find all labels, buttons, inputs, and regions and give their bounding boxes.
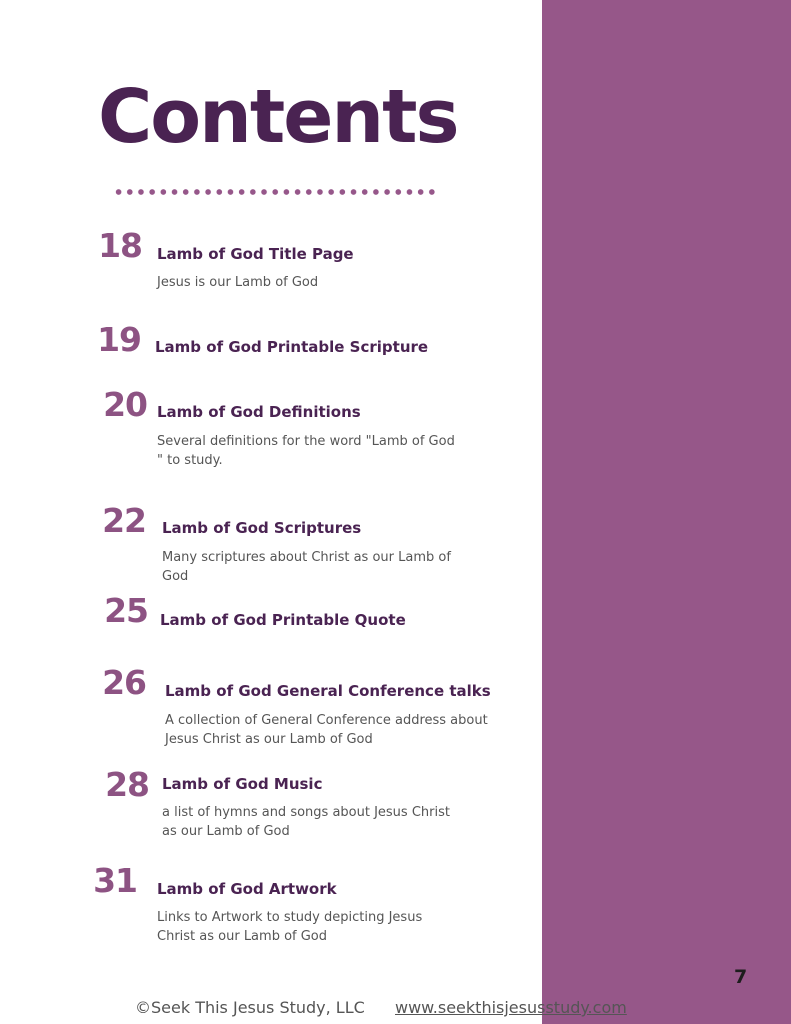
toc-page-number: 22 — [102, 501, 146, 540]
description-line: Jesus Christ as our Lamb of God — [165, 732, 373, 747]
page-title: Contents — [98, 74, 458, 160]
description-line: A collection of General Conference address about — [165, 713, 488, 728]
toc-page-number: 31 — [93, 861, 137, 900]
toc-page-number: 28 — [105, 765, 149, 804]
dotted-divider — [113, 188, 438, 196]
toc-page-number: 25 — [104, 591, 148, 630]
toc-entry-description — [162, 548, 522, 586]
description-line: Jesus is our Lamb of God — [157, 275, 319, 290]
toc-entry-description — [165, 711, 525, 749]
toc-entry-description — [157, 432, 517, 470]
description-line: Christ as our Lamb of God — [157, 929, 328, 944]
toc-entry-title: Lamb of God Title Page — [157, 245, 354, 263]
toc-entry-description — [162, 803, 522, 841]
toc-entry-title: Lamb of God General Conference talks — [165, 682, 491, 700]
toc-entry-title: Lamb of God Scriptures — [162, 519, 362, 537]
description-line: as our Lamb of God — [162, 824, 290, 839]
toc-entry-title: Lamb of God Music — [162, 775, 323, 793]
page-number: 7 — [734, 966, 748, 988]
toc-entry-description — [157, 908, 517, 946]
side-color-panel — [542, 0, 791, 1024]
toc-entry-title: Lamb of God Definitions — [157, 403, 361, 421]
toc-entry-title: Lamb of God Printable Quote — [160, 611, 406, 629]
footer-copyright: ©Seek This Jesus Study, LLC — [135, 998, 365, 1017]
toc-entry-description — [157, 273, 517, 292]
description-line: Several definitions for the word "Lamb of God — [157, 434, 455, 449]
toc-page-number: 26 — [102, 663, 146, 702]
toc-page-number: 18 — [98, 226, 142, 265]
description-line: " to study. — [157, 453, 223, 468]
description-line: Links to Artwork to study depicting Jesus — [157, 910, 423, 925]
toc-page-number: 19 — [97, 320, 141, 359]
toc-entry-title: Lamb of God Printable Scripture — [155, 338, 429, 356]
toc-entry-title: Lamb of God Artwork — [157, 880, 337, 898]
description-line: God — [162, 569, 189, 584]
footer-website-link[interactable]: www.seekthisjesusstudy.com — [395, 998, 627, 1017]
toc-page-number: 20 — [103, 385, 147, 424]
description-line: Many scriptures about Christ as our Lamb of — [162, 550, 451, 565]
description-line: a list of hymns and songs about Jesus Christ — [162, 805, 450, 820]
